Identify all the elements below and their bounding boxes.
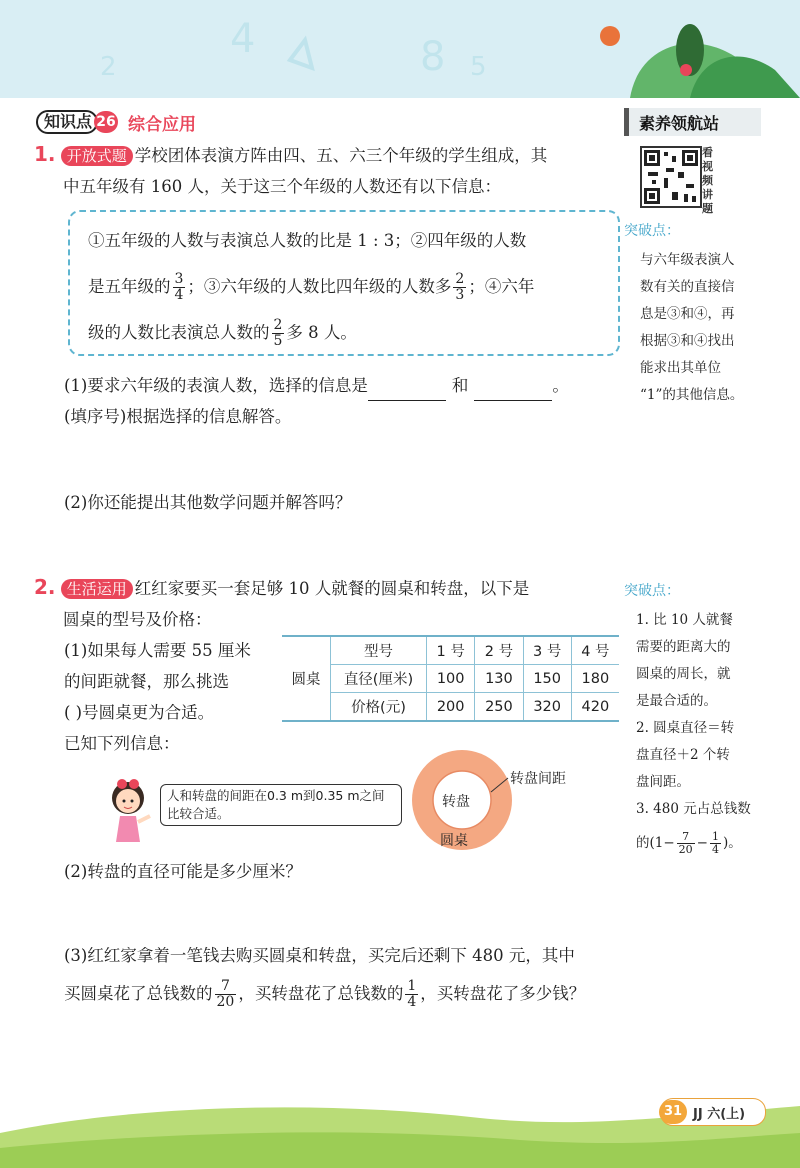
section-title: 综合应用 — [128, 114, 197, 135]
book-label: JJ 六(上) — [693, 1106, 746, 1122]
table-cell: 420 — [571, 693, 619, 722]
table-cell: 100 — [427, 665, 475, 693]
q2-number: 2. — [34, 575, 56, 599]
sidebar-tip-2-line: 是最合适的。 — [636, 693, 717, 709]
q2-sub2: (2)转盘的直径可能是多少厘米？ — [64, 862, 302, 881]
sidebar-tip-2-line: 2. 圆桌直径＝转 — [636, 720, 735, 736]
sidebar-tip-1-line: 能求出其单位 — [640, 360, 721, 376]
fraction-2-5: $\frac{2}{5}$ — [273, 317, 283, 349]
circle-outer-label: 圆桌 — [440, 833, 468, 849]
q1-intro-line2: 中五年级有 160 人，关于这三个年级的人数还有以下信息： — [63, 177, 501, 196]
sidebar-tip-2-label: 突破点： — [624, 583, 680, 599]
table-header: 3 号 — [523, 636, 571, 665]
table-cell: 价格(元) — [330, 693, 426, 722]
svg-text:2: 2 — [100, 52, 117, 82]
table-header: 型号 — [330, 636, 426, 665]
price-table — [282, 635, 619, 722]
section-label: 知识点 — [36, 110, 98, 134]
answer-blank-2[interactable] — [474, 382, 552, 401]
table-header: 4 号 — [571, 636, 619, 665]
sidebar-title-box — [624, 108, 761, 136]
sidebar-tip-1-line: “1”的其他信息。 — [640, 387, 744, 403]
q1-tag: 开放式题 — [61, 146, 133, 166]
sidebar-tip-2-line: 盘直径＋2 个转 — [636, 747, 730, 763]
table-cell: 180 — [571, 665, 619, 693]
table-cell: 250 — [475, 693, 523, 722]
q2-intro: 2. 生活运用 红红家要买一套足够 10 人就餐的圆桌和转盘，以下是 圆桌的型号及价格： — [34, 575, 530, 629]
table-cell: 200 — [427, 693, 475, 722]
table-cell: 130 — [475, 665, 523, 693]
info-line2: 是五年级的 $\frac{3}{4}$ ；③六年级的人数比四年级的人数多 $\frac{2}{3}$ ；④六年 — [88, 271, 535, 303]
sidebar-tip-2-last: 的(1− $\frac{7}{20}$ − $\frac{1}{4}$ )。 — [636, 830, 742, 856]
fraction-1-4: $\frac{1}{4}$ — [407, 978, 417, 1010]
q1-info-box — [68, 210, 620, 356]
fraction-7-20-tip: $\frac{7}{20}$ — [678, 830, 693, 856]
fraction-7-20: $\frac{7}{20}$ — [216, 978, 235, 1010]
fraction-2-3: $\frac{2}{3}$ — [455, 271, 465, 303]
circle-inner-label: 转盘 — [442, 794, 470, 810]
info-line3: 级的人数比表演总人数的 $\frac{2}{5}$ 多 8 人。 — [88, 317, 357, 349]
sidebar-tip-2-line: 圆桌的周长，就 — [636, 666, 731, 682]
sidebar-tip-1 — [624, 218, 774, 409]
table-cell: 320 — [523, 693, 571, 722]
section-header — [36, 110, 196, 134]
header-decoration — [0, 0, 800, 98]
page-number: 31 — [659, 1100, 687, 1124]
q1-number: 1. — [34, 142, 56, 166]
qr-label: 看视频讲题 — [702, 146, 713, 215]
q1-sub1: (1)要求六年级的表演人数，选择的信息是 和 。 (填序号)根据选择的信息解答。 — [64, 376, 569, 426]
q1-sub2: (2)你还能提出其他数学问题并解答吗？ — [64, 493, 352, 512]
svg-text:5: 5 — [470, 52, 487, 82]
svg-text:4: 4 — [230, 16, 256, 62]
svg-text:8: 8 — [420, 34, 446, 80]
sidebar-tip-2-line: 盘间距。 — [636, 774, 690, 790]
fraction-3-4: $\frac{3}{4}$ — [174, 271, 184, 303]
table-cell: 150 — [523, 665, 571, 693]
section-number: 26 — [94, 111, 118, 133]
q2-sub3: (3)红红家拿着一笔钱去购买圆桌和转盘，买完后还剩下 480 元，其中 买圆桌花了总钱数的 $\frac{7}{20}$ ，买转盘花了总钱数的 $\frac{1}{4}$ ，买转盘花了多少钱？ — [64, 946, 586, 1010]
answer-blank-1[interactable] — [368, 382, 446, 401]
q2-sub1: (1)如果每人需要 55 厘米 的间距就餐，那么挑选 ( )号圆桌更为合适。 — [64, 641, 251, 722]
sidebar-tip-2-line: 3. 480 元占总钱数 — [636, 801, 751, 817]
table-row-label: 圆桌 — [282, 636, 330, 721]
qr-code[interactable] — [640, 146, 702, 208]
qr-code-icon — [642, 148, 700, 206]
sidebar-tip-1-line: 与六年级表演人 — [640, 252, 735, 268]
speech-bubble: 人和转盘的间距在0.3 m到0.35 m之间比较合适。 — [160, 784, 402, 826]
sidebar-tip-2-line: 1. 比 10 人就餐 — [636, 612, 733, 628]
q1-intro — [34, 139, 624, 202]
sidebar-title: 素养领航站 — [639, 113, 720, 133]
table-header: 2 号 — [475, 636, 523, 665]
sidebar-tip-1-line: 根据③和④找出 — [640, 333, 735, 349]
q2-known: 已知下列信息： — [64, 734, 180, 753]
circle-gap-label: 转盘间距 — [510, 771, 566, 787]
sidebar-tip-1-line: 息是③和④，再 — [640, 306, 735, 322]
girl-illustration — [100, 772, 160, 842]
q2-tag: 生活运用 — [61, 579, 133, 599]
fraction-1-4-tip: $\frac{1}{4}$ — [711, 830, 719, 856]
sidebar-tip-2 — [624, 578, 780, 863]
info-line1: ①五年级的人数与表演总人数的比是 1 : 3；②四年级的人数 — [88, 231, 527, 250]
sidebar-tip-1-line: 数有关的直接信 — [640, 279, 735, 295]
sidebar-tip-1-label: 突破点： — [624, 223, 680, 239]
q1-intro-line1: 学校团体表演方阵由四、五、六三个年级的学生组成，其 — [134, 146, 548, 165]
footer-badge — [660, 1098, 766, 1126]
table-cell: 直径(厘米) — [330, 665, 426, 693]
table-header: 1 号 — [427, 636, 475, 665]
sidebar-tip-2-line: 需要的距离大的 — [636, 639, 731, 655]
